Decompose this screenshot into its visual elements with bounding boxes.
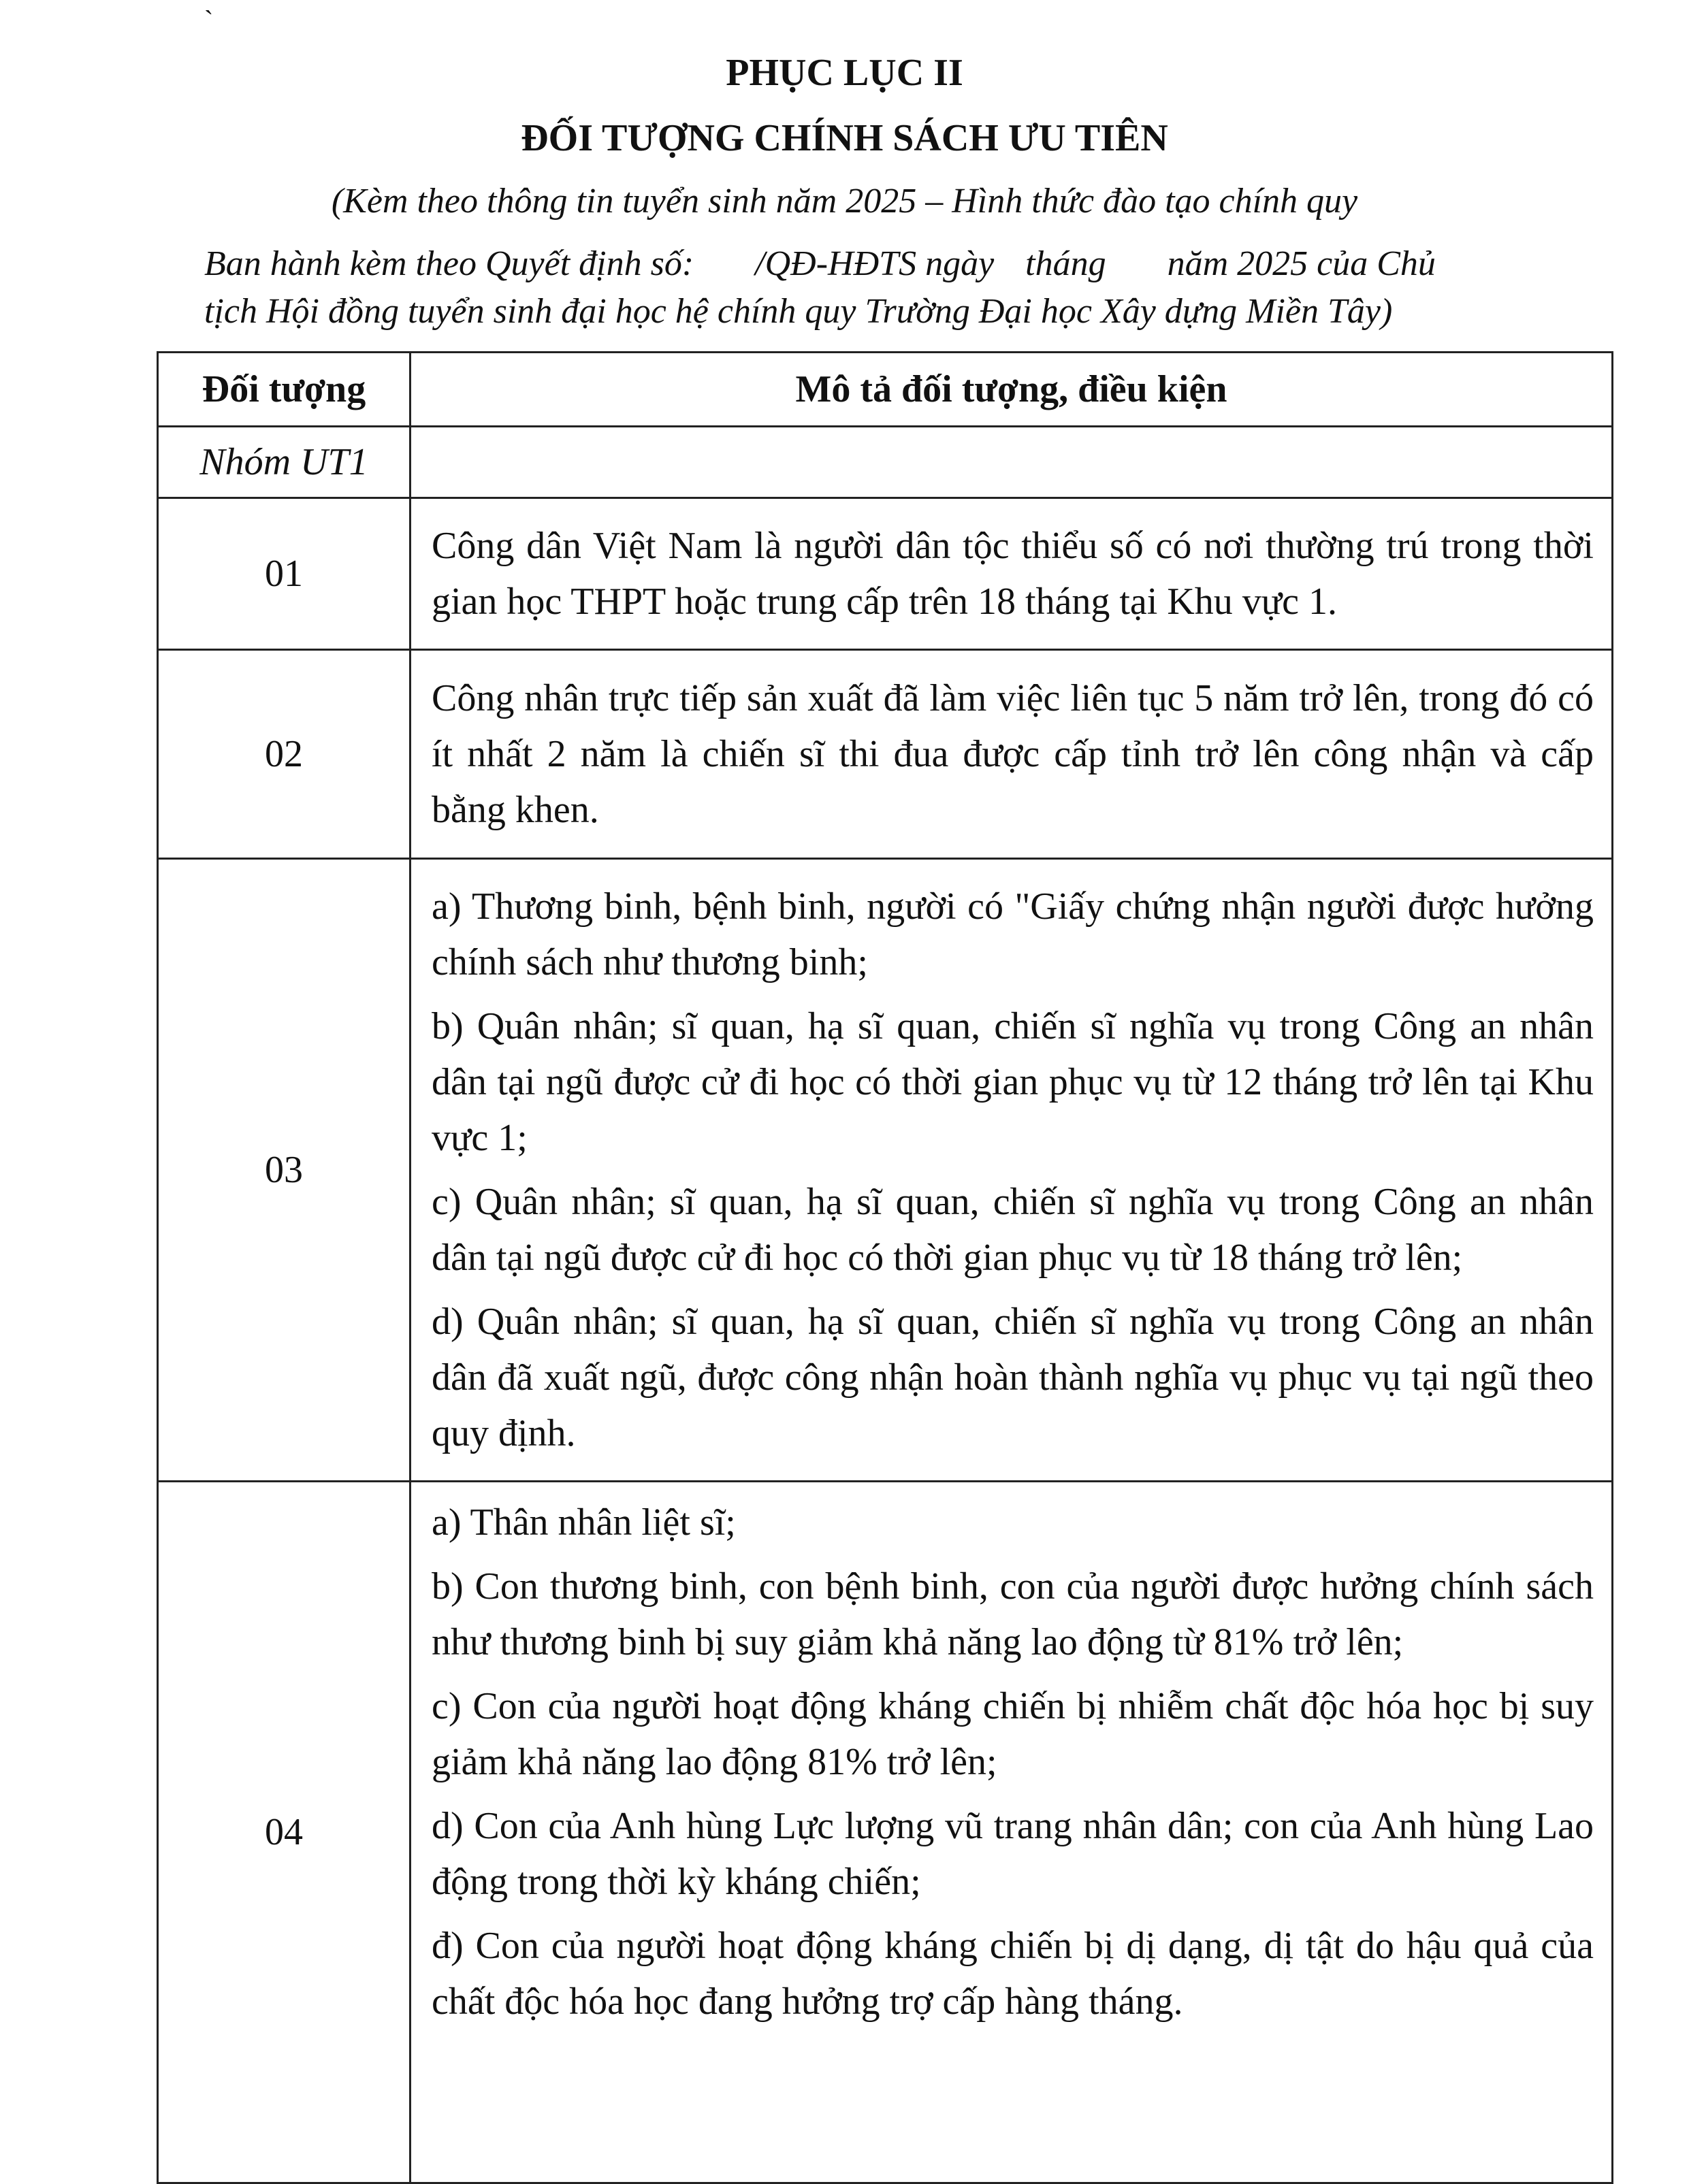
- table-row: [158, 498, 1613, 650]
- note-line-2-b: /QĐ-HĐTS ngày: [755, 244, 995, 283]
- table-group-row: [158, 427, 1613, 498]
- row-item: c) Quân nhân; sĩ quan, hạ sĩ quan, chiến sĩ nghĩa vụ trong Công an nhân dân tại ngũ được cử đi học có thời gian phục vụ từ 18 tháng trở lên;: [432, 1181, 1594, 1279]
- table-row: [158, 859, 1613, 1482]
- row-description: [411, 859, 1613, 1482]
- row-item: Công nhân trực tiếp sản xuất đã làm việc liên tục 5 năm trở lên, trong đó có ít nhất 2 năm là chiến sĩ thi đua được cấp tỉnh trở lên công nhận và cấp bằng khen.: [432, 677, 1594, 831]
- note-line-3: tịch Hội đồng tuyển sinh đại học hệ chính quy Trường Đại học Xây dựng Miền Tây): [204, 292, 1393, 331]
- row-description: [411, 498, 1613, 650]
- group-empty-cell: [411, 427, 1613, 498]
- appendix-subtitle: ĐỐI TƯỢNG CHÍNH SÁCH ƯU TIÊN: [521, 117, 1168, 159]
- stray-mark: `: [204, 5, 214, 35]
- appendix-title: PHỤC LỤC II: [726, 52, 963, 94]
- row-item: Công dân Việt Nam là người dân tộc thiểu số có nơi thường trú trong thời gian học THPT hoặc trung cấp trên 18 tháng tại Khu vực 1.: [432, 525, 1594, 623]
- col-header-subject: Đối tượng: [158, 353, 411, 427]
- note-line-2: [204, 237, 1436, 291]
- row-item: đ) Con của người hoạt động kháng chiến bị dị dạng, dị tật do hậu quả của chất độc hóa học đang hưởng trợ cấp hàng tháng.: [432, 1925, 1594, 2023]
- note-line-2-c: tháng: [1025, 244, 1106, 283]
- row-code: 01: [158, 498, 411, 650]
- row-description: [411, 1482, 1613, 2183]
- row-item: d) Quân nhân; sĩ quan, hạ sĩ quan, chiến sĩ nghĩa vụ trong Công an nhân dân đã xuất ngũ, được công nhận hoàn thành nghĩa vụ phục vụ tại ngũ theo quy định.: [432, 1301, 1594, 1454]
- col-header-description: Mô tả đối tượng, điều kiện: [411, 353, 1613, 427]
- table-row: [158, 1482, 1613, 2183]
- note-line-1: (Kèm theo thông tin tuyển sinh năm 2025 – Hình thức đào tạo chính quy: [331, 182, 1358, 221]
- row-code: 03: [158, 859, 411, 1482]
- row-description: [411, 650, 1613, 859]
- note-line-2-a: Ban hành kèm theo Quyết định số:: [204, 244, 694, 283]
- group-label: Nhóm UT1: [158, 427, 411, 498]
- table-row: [158, 650, 1613, 859]
- row-item: a) Thân nhân liệt sĩ;: [432, 1501, 736, 1544]
- table-header-row: [158, 353, 1613, 427]
- priority-table: [157, 351, 1613, 2184]
- row-item: a) Thương binh, bệnh binh, người có "Giấy chứng nhận người được hưởng chính sách như thương binh;: [432, 885, 1594, 983]
- row-item: b) Con thương binh, con bệnh binh, con của người được hưởng chính sách như thương binh bị suy giảm khả năng lao động từ 81% trở lên;: [432, 1565, 1594, 1663]
- row-item: b) Quân nhân; sĩ quan, hạ sĩ quan, chiến sĩ nghĩa vụ trong Công an nhân dân tại ngũ được cử đi học có thời gian phục vụ từ 12 tháng trở lên tại Khu vực 1;: [432, 1005, 1594, 1159]
- row-item: d) Con của Anh hùng Lực lượng vũ trang nhân dân; con của Anh hùng Lao động trong thời kỳ kháng chiến;: [432, 1805, 1594, 1903]
- row-item: c) Con của người hoạt động kháng chiến bị nhiễm chất độc hóa học bị suy giảm khả năng lao động 81% trở lên;: [432, 1685, 1594, 1783]
- note-line-2-d: năm 2025 của Chủ: [1167, 244, 1436, 283]
- row-code: 02: [158, 650, 411, 859]
- row-code: 04: [158, 1482, 411, 2183]
